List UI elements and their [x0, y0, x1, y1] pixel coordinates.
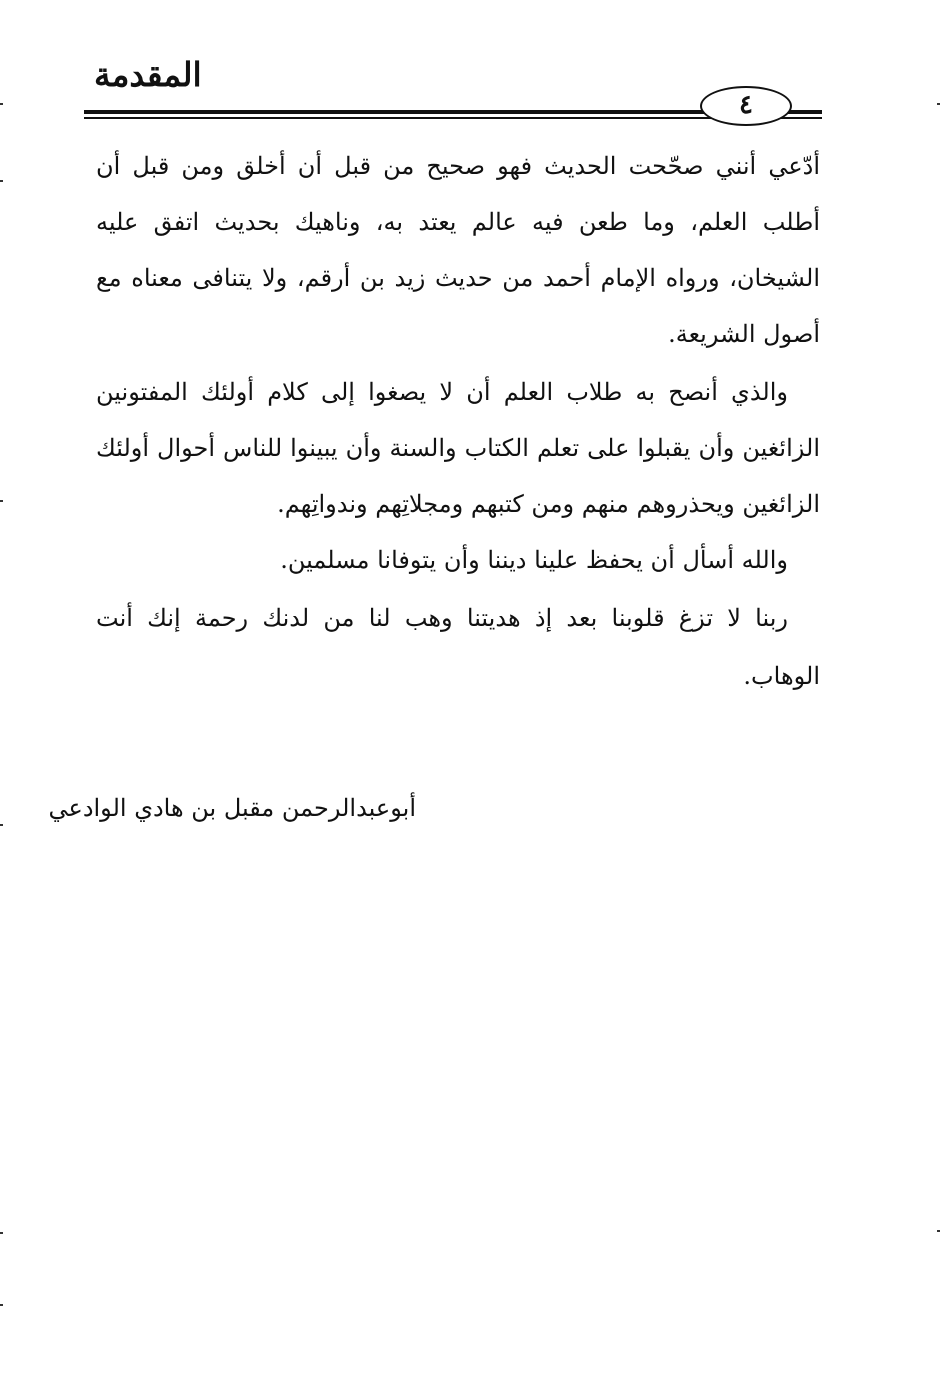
page-number-badge	[700, 86, 792, 126]
paragraph-4-line-1: ربنا لا تزغ قلوبنا بعد إذ هديتنا وهب لنا من لدنك رحمة إنك أنت	[96, 604, 788, 632]
paragraph-1-line-1: أدّعي أنني صحّحت الحديث فهو صحيح من قبل أن أخلق ومن قبل أن	[96, 152, 820, 180]
running-title: المقدمة	[94, 55, 202, 94]
paragraph-1-line-3: الشيخان، ورواه الإمام أحمد من حديث زيد بن أرقم، ولا يتنافى معناه مع	[96, 264, 820, 292]
paragraph-1-line-2: أطلب العلم، وما طعن فيه عالم يعتد به، وناهيك بحديث اتفق عليه	[96, 208, 820, 236]
left-margin-tick	[0, 103, 3, 105]
left-margin-tick	[0, 180, 3, 182]
left-margin-tick	[0, 824, 3, 826]
page-number: ٤	[739, 90, 753, 120]
left-margin-tick	[0, 500, 3, 502]
paragraph-3-line-1: والله أسأل أن يحفظ علينا ديننا وأن يتوفانا مسلمين.	[280, 546, 788, 574]
left-margin-tick	[0, 1304, 3, 1306]
paragraph-1-line-4: أصول الشريعة.	[668, 320, 820, 348]
paragraph-2-line-3: الزائغين ويحذروهم منهم ومن كتبهم ومجلاتِهم وندواتِهم.	[277, 490, 820, 518]
paragraph-4-line-2: الوهاب.	[743, 662, 820, 690]
left-margin-tick	[0, 1232, 3, 1234]
paragraph-2-line-1: والذي أنصح به طلاب العلم أن لا يصغوا إلى كلام أولئك المفتونين	[96, 378, 788, 406]
paragraph-2-line-2: الزائغين وأن يقبلوا على تعلم الكتاب والسنة وأن يبينوا للناس أحوال أولئك	[96, 434, 820, 462]
author-signature: أبوعبدالرحمن مقبل بن هادي الوادعي	[48, 794, 416, 822]
